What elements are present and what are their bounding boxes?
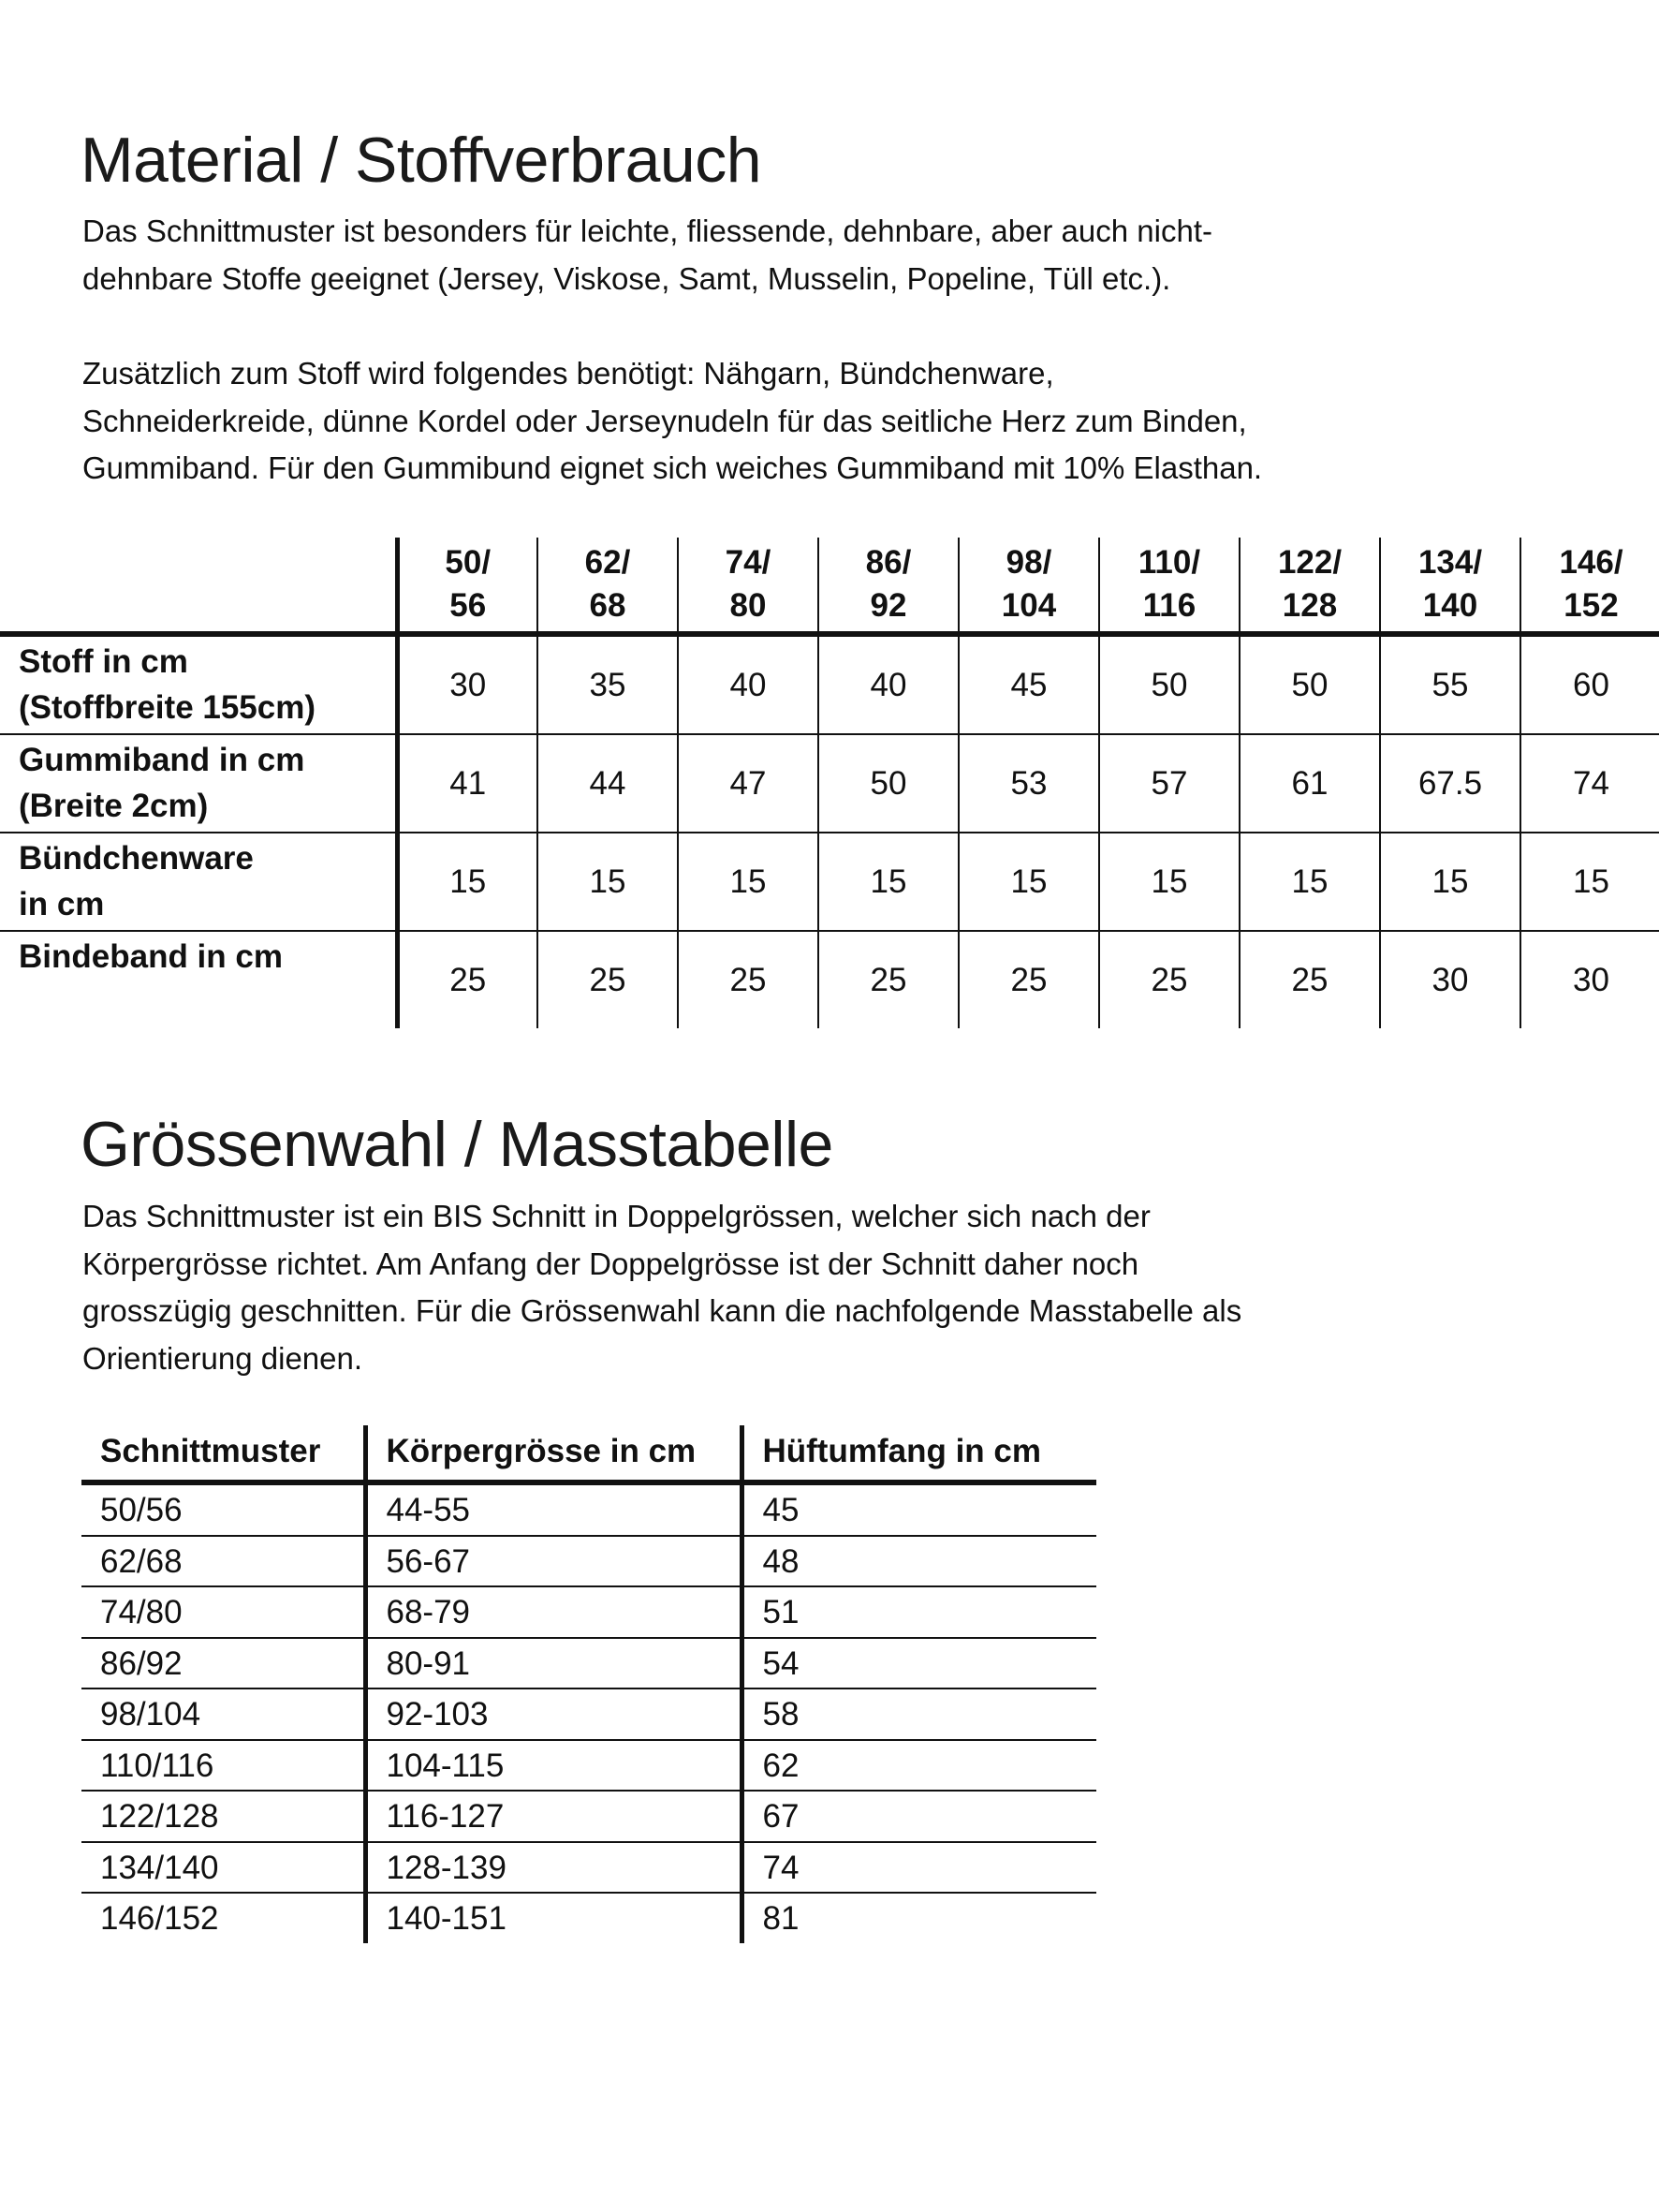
column-header-size [959,538,1099,634]
cell-body-height: 128-139 [365,1842,741,1894]
table-cell-value: 15 [397,833,537,931]
table-cell-value: 50 [1240,634,1380,734]
text-line: grosszügig geschnitten. Für die Grössenwahl kann die nachfolgende Masstabelle als [82,1293,1242,1328]
cell-pattern-size: 62/68 [81,1536,365,1587]
table-cell-value: 60 [1520,634,1659,734]
size-label-part: 50/ [445,544,492,581]
cell-hip-circumference: 51 [741,1586,1096,1638]
text-line: Das Schnittmuster ist ein BIS Schnitt in Doppelgrössen, welcher sich nach der [82,1199,1151,1233]
cell-hip-circumference: 81 [741,1893,1096,1943]
size-heading: Grössenwahl / Masstabelle [81,1109,833,1180]
table-cell-value: 15 [678,833,818,931]
size-label-part: 74/ [725,544,771,581]
material-description [82,208,1212,302]
table-cell-value: 50 [818,734,959,833]
table-row [0,833,1659,931]
size-label-part: 98/ [1006,544,1052,581]
table-cell-value: 57 [1099,734,1240,833]
table-cell-value: 61 [1240,734,1380,833]
table-cell-value: 25 [678,931,818,1028]
cell-hip-circumference: 45 [741,1482,1096,1536]
table-cell-value: 53 [959,734,1099,833]
row-label [0,734,397,833]
table-row [0,931,1659,1028]
table-cell-value: 44 [537,734,678,833]
row-label-line: Gummiband in cm [19,742,305,778]
table-cell-value: 25 [397,931,537,1028]
table-cell-value: 35 [537,634,678,734]
column-header-pattern-size: Schnittmuster [81,1425,365,1482]
column-header-size [1380,538,1520,634]
column-header-hip-circumference: Hüftumfang in cm [741,1425,1096,1482]
cell-hip-circumference: 74 [741,1842,1096,1894]
cell-hip-circumference: 62 [741,1740,1096,1792]
column-header-size [818,538,959,634]
size-label-part: 104 [1001,587,1057,624]
size-label-part: 62/ [584,544,631,581]
table-cell-value: 15 [1520,833,1659,931]
text-line: Schneiderkreide, dünne Kordel oder Jerseynudeln für das seitliche Herz zum Binden, [82,403,1247,438]
table-cell-value: 40 [818,634,959,734]
row-label-line: in cm [19,886,105,922]
table-cell-value: 30 [397,634,537,734]
table-row [81,1740,1096,1792]
table-row [81,1586,1096,1638]
text-line: Gummiband. Für den Gummibund eignet sich weiches Gummiband mit 10% Elasthan. [82,450,1263,485]
table-cell-value: 25 [959,931,1099,1028]
cell-hip-circumference: 48 [741,1536,1096,1587]
cell-body-height: 104-115 [365,1740,741,1792]
text-line: dehnbare Stoffe geeignet (Jersey, Viskose, Samt, Musselin, Popeline, Tüll etc.). [82,260,1171,296]
size-chart-table [81,1425,1096,1943]
text-line: Das Schnittmuster ist besonders für leichte, fliessende, dehnbare, aber auch nicht- [82,214,1212,248]
cell-pattern-size: 86/92 [81,1638,365,1689]
table-cell-value: 40 [678,634,818,734]
cell-pattern-size: 50/56 [81,1482,365,1536]
cell-body-height: 56-67 [365,1536,741,1587]
cell-pattern-size: 98/104 [81,1688,365,1740]
material-requirements [82,350,1262,493]
table-cell-value: 25 [818,931,959,1028]
cell-body-height: 68-79 [365,1586,741,1638]
table-cell-value: 15 [959,833,1099,931]
cell-body-height: 80-91 [365,1638,741,1689]
table-cell-value: 47 [678,734,818,833]
table-corner-cell [0,538,397,634]
row-label-line: (Breite 2cm) [19,788,209,824]
cell-hip-circumference: 67 [741,1791,1096,1842]
table-row [81,1638,1096,1689]
table-header-row [81,1425,1096,1482]
size-label-part: 56 [449,587,487,624]
column-header-size [1099,538,1240,634]
table-cell-value: 25 [537,931,678,1028]
row-label-line: Bündchenware [19,840,254,877]
row-label [0,931,397,1028]
text-line: Zusätzlich zum Stoff wird folgendes benötigt: Nähgarn, Bündchenware, [82,356,1054,391]
text-line: Körpergrösse richtet. Am Anfang der Doppelgrösse ist der Schnitt daher noch [82,1246,1139,1281]
size-label-part: 134/ [1417,544,1483,581]
table-cell-value: 30 [1520,931,1659,1028]
cell-hip-circumference: 54 [741,1638,1096,1689]
table-cell-value: 25 [1099,931,1240,1028]
material-heading: Material / Stoffverbrauch [81,125,762,196]
cell-pattern-size: 110/116 [81,1740,365,1792]
size-label-part: 152 [1564,587,1619,624]
size-label-part: 86/ [865,544,912,581]
row-label-line: (Stoffbreite 155cm) [19,689,316,726]
fabric-consumption-table [0,538,1659,1028]
table-row [81,1688,1096,1740]
column-header-body-height: Körpergrösse in cm [365,1425,741,1482]
table-row [81,1791,1096,1842]
size-label-part: 80 [729,587,767,624]
cell-body-height: 116-127 [365,1791,741,1842]
table-row [81,1536,1096,1587]
size-label-part: 128 [1282,587,1338,624]
column-header-size [397,538,537,634]
table-cell-value: 15 [1240,833,1380,931]
size-label-part: 146/ [1559,544,1623,581]
column-header-size [678,538,818,634]
text-line: Orientierung dienen. [82,1340,363,1376]
table-cell-value: 30 [1380,931,1520,1028]
table-row [81,1893,1096,1943]
column-header-size [537,538,678,634]
row-label [0,634,397,734]
cell-hip-circumference: 58 [741,1688,1096,1740]
table-row [0,734,1659,833]
table-cell-value: 74 [1520,734,1659,833]
cell-pattern-size: 146/152 [100,1900,219,1938]
cell-body-height: 92-103 [365,1688,741,1740]
size-label-part: 110/ [1138,544,1201,581]
table-row [81,1482,1096,1536]
size-label-part: 116 [1142,587,1197,624]
size-label-part: 68 [589,587,626,624]
cell-body-height: 44-55 [365,1482,741,1536]
table-cell-value: 15 [1380,833,1520,931]
cell-pattern-size: 122/128 [81,1791,365,1842]
row-label-line: Stoff in cm [19,643,188,680]
table-cell-value: 45 [959,634,1099,734]
row-label-line: Bindeband in cm [19,938,283,975]
table-cell-value: 15 [537,833,678,931]
size-label-part: 92 [870,587,907,624]
cell-pattern-size: 74/80 [81,1586,365,1638]
table-row [81,1842,1096,1894]
cell-body-height: 140-151 [365,1893,741,1943]
table-header-row [0,538,1659,634]
table-cell-value: 15 [1099,833,1240,931]
table-cell-value: 55 [1380,634,1520,734]
size-description [82,1193,1241,1382]
column-header-size [1520,538,1659,634]
cell-pattern-size: 134/140 [81,1842,365,1894]
size-label-part: 122/ [1277,544,1343,581]
table-cell-value: 67.5 [1380,734,1520,833]
table-cell-value: 25 [1240,931,1380,1028]
size-label-part: 140 [1422,587,1478,624]
table-cell-value: 15 [818,833,959,931]
row-label [0,833,397,931]
table-cell-value: 41 [397,734,537,833]
table-row [0,634,1659,734]
column-header-size [1240,538,1380,634]
table-cell-value: 50 [1099,634,1240,734]
